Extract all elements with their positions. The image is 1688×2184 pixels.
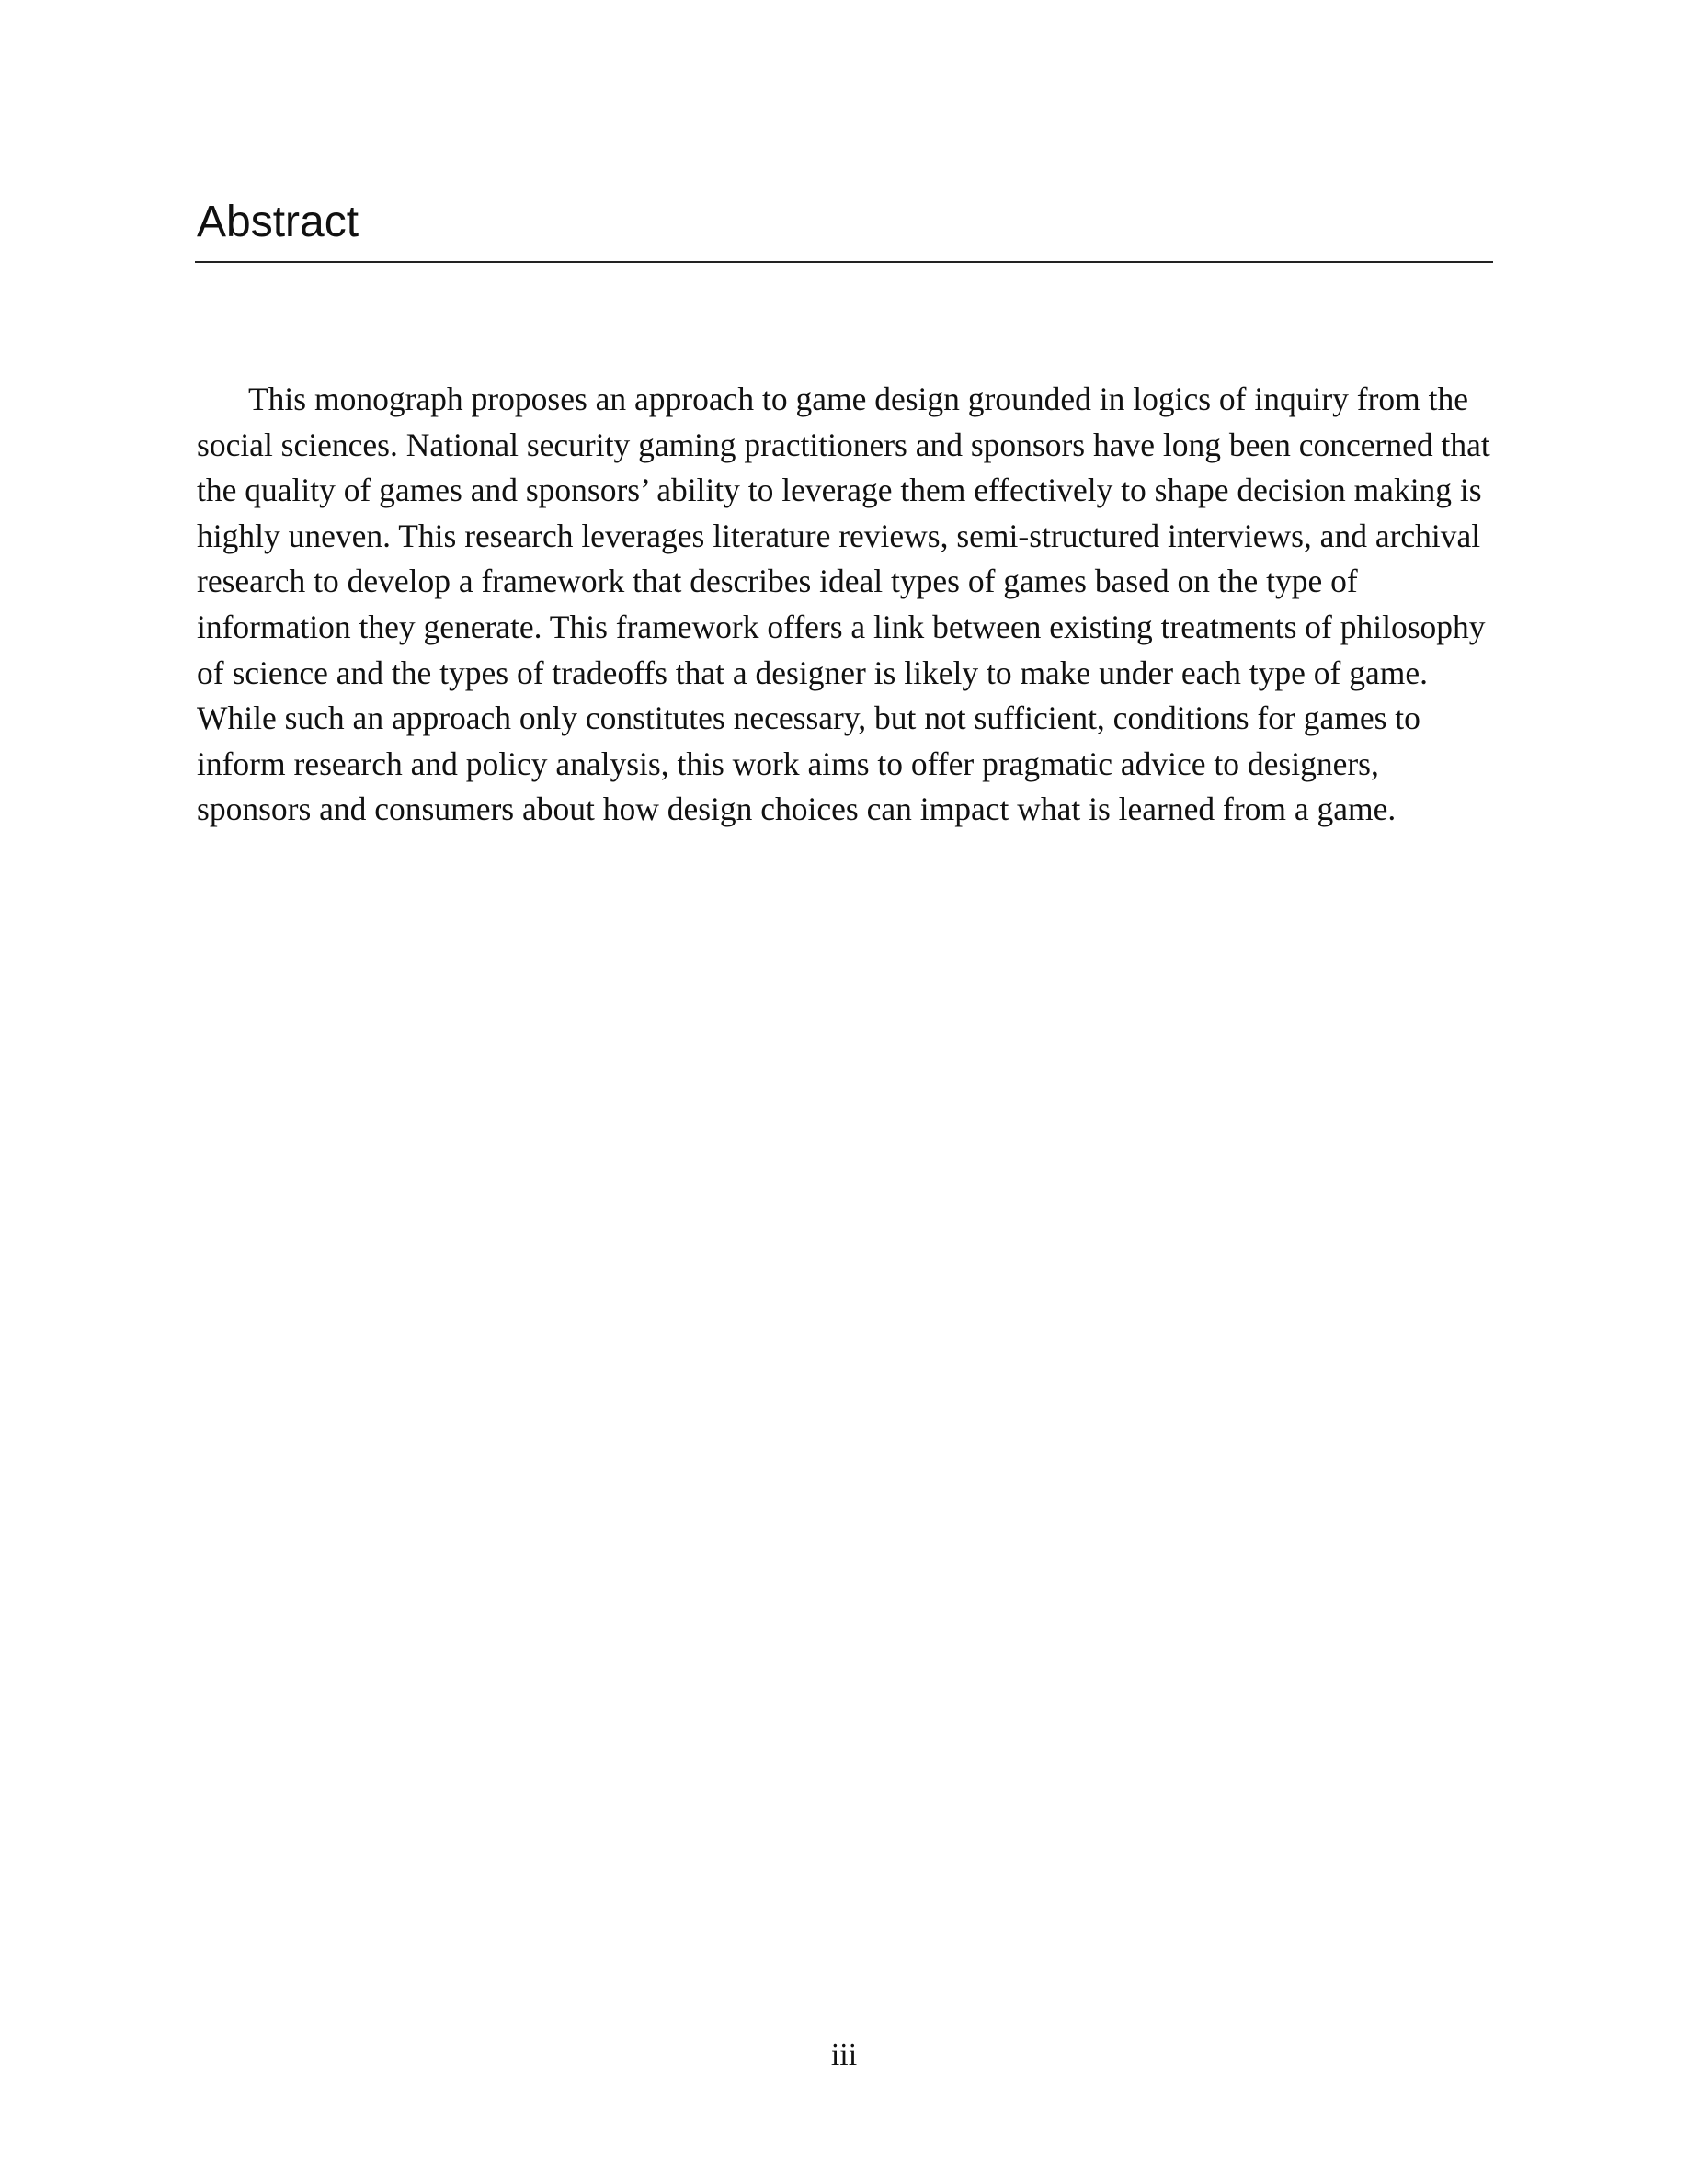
page-title: Abstract bbox=[197, 198, 359, 246]
abstract-paragraph: This monograph proposes an approach to game design grounded in logics of inquiry from the social sciences. National security gaming practitioners and sponsors have long been concerned that the quality of games and sponsors’ ability to leverage them effectively to shape decision making is highly uneven. This research leverages literature reviews, semi-structured interviews, and archival research to develop a framework that describes ideal types of games based on the type of information they generate. This framework offers a link between existing treatments of philosophy of science and the types of tradeoffs that a designer is likely to make under each type of game. While such an approach only constitutes necessary, but not sufficient, conditions for games to inform research and policy analysis, this work aims to offer pragmatic advice to designers, sponsors and consumers about how design choices can impact what is learned from a game. bbox=[197, 381, 1490, 828]
page-number: iii bbox=[830, 2038, 858, 2072]
heading-rule bbox=[195, 261, 1493, 263]
